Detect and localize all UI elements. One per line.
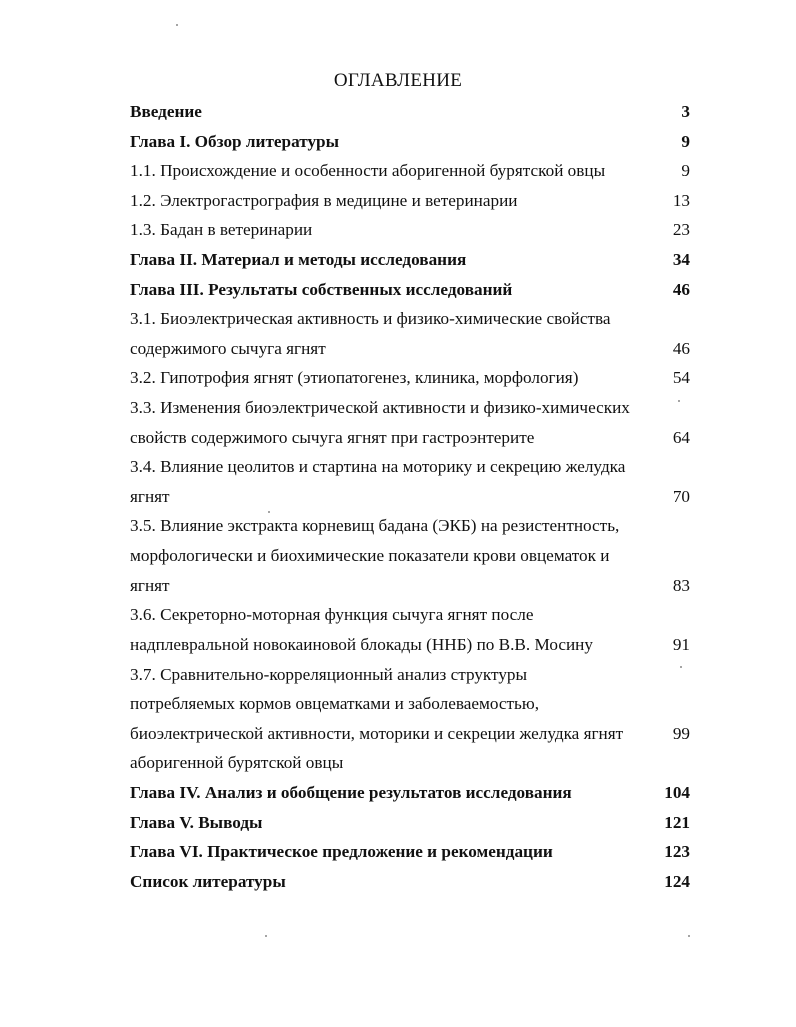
toc-entry-page: 9 — [681, 132, 690, 151]
toc-entry-page: 91 — [672, 635, 690, 654]
toc-entry-label: аборигенной бурятской овцы — [130, 753, 344, 772]
toc-entry — [130, 572, 710, 600]
toc-entry-page: 83 — [672, 576, 690, 595]
toc-entry-label: свойств содержимого сычуга ягнят при гастроэнтерите — [130, 428, 535, 447]
toc-entry-label: потребляемых кормов овцематками и заболеваемостью, — [130, 694, 540, 713]
toc-entry-label: 3.2. Гипотрофия ягнят (этиопатогенез, клиника, морфология) — [130, 368, 579, 387]
toc-entry-label: 1.2. Электрогастрография в медицине и ветеринарии — [130, 191, 518, 210]
toc-entry-label: ягнят — [130, 576, 170, 595]
toc-entry-page: 121 — [664, 813, 690, 832]
toc-entry-label: морфологически и биохимические показатели крови овцематок и — [130, 546, 610, 565]
toc-entry-label: 3.6. Секреторно-моторная функция сычуга ягнят после — [130, 605, 534, 624]
toc-entry-label: Глава III. Результаты собственных исследований — [130, 280, 513, 299]
toc-entry — [130, 838, 710, 866]
toc-entry — [130, 631, 710, 659]
toc-entry — [130, 512, 710, 540]
toc-entry-label: 3.7. Сравнительно-корреляционный анализ структуры — [130, 665, 528, 684]
toc-entry-page: 13 — [672, 191, 690, 210]
toc-entry-label: 3.5. Влияние экстракта корневищ бадана (ЭКБ) на резистентность, — [130, 516, 620, 535]
toc-entry — [130, 276, 710, 304]
toc-entry — [130, 424, 710, 452]
toc-entry — [130, 453, 710, 481]
toc-entry-page: 23 — [672, 220, 690, 239]
toc-entry-label: надплевральной новокаиновой блокады (ННБ) по В.В. Мосину — [130, 635, 593, 654]
scan-speck — [265, 935, 267, 937]
toc-entry — [130, 187, 710, 215]
toc-entry — [130, 98, 710, 126]
toc-entry — [130, 335, 710, 363]
toc-entry-label: 1.3. Бадан в ветеринарии — [130, 220, 313, 239]
toc-entry — [130, 128, 710, 156]
toc-entry-label: Введение — [130, 102, 202, 121]
toc-entry-label: Глава V. Выводы — [130, 813, 263, 832]
toc-entry — [130, 720, 710, 748]
toc-entry-page: 124 — [664, 872, 690, 891]
toc-entry-label: ягнят — [130, 487, 170, 506]
toc-entry — [130, 868, 710, 896]
toc-entry-page: 46 — [672, 339, 690, 358]
toc-entry-label: Глава II. Материал и методы исследования — [130, 250, 467, 269]
scan-speck — [176, 24, 178, 26]
toc-entry — [130, 779, 710, 807]
toc-entry-label: Глава I. Обзор литературы — [130, 132, 340, 151]
toc-entry-label: 3.1. Биоэлектрическая активность и физико-химические свойства — [130, 309, 611, 328]
toc-entry-label: Глава VI. Практическое предложение и рекомендации — [130, 842, 553, 861]
toc-entry-label: 1.1. Происхождение и особенности аборигенной бурятской овцы — [130, 161, 606, 180]
toc-entry — [130, 601, 710, 629]
toc-entry-page: 34 — [672, 250, 690, 269]
toc-entry-label: содержимого сычуга ягнят — [130, 339, 326, 358]
toc-entry-label: Список литературы — [130, 872, 286, 891]
toc-entry-page: 54 — [672, 368, 690, 387]
toc-entry — [130, 394, 710, 422]
toc-entry — [130, 216, 710, 244]
toc-entry-label: Глава IV. Анализ и обобщение результатов исследования — [130, 783, 572, 802]
toc-entry — [130, 305, 710, 333]
scan-speck — [680, 666, 682, 668]
toc-entry — [130, 749, 710, 777]
toc-entry-page: 123 — [664, 842, 690, 861]
toc-entry-page: 104 — [664, 783, 690, 802]
toc-entry-page: 64 — [672, 428, 690, 447]
toc-entry-page: 99 — [672, 724, 690, 743]
toc-entry — [130, 246, 710, 274]
toc-entry — [130, 483, 710, 511]
page-title: ОГЛАВЛЕНИЕ — [333, 70, 463, 91]
scan-speck — [678, 400, 680, 402]
toc-entry-page: 9 — [681, 161, 690, 180]
toc-entry-label: 3.4. Влияние цеолитов и стартина на моторику и секрецию желудка — [130, 457, 626, 476]
toc-entry — [130, 157, 710, 185]
toc-entry-page: 70 — [672, 487, 690, 506]
toc-entry-page: 3 — [681, 102, 690, 121]
toc-entry — [130, 809, 710, 837]
toc-entry — [130, 542, 710, 570]
toc-entry-label: 3.3. Изменения биоэлектрической активности и физико-химических — [130, 398, 630, 417]
toc-entry — [130, 364, 710, 392]
toc-entry-page: 46 — [672, 280, 690, 299]
scan-speck — [688, 935, 690, 937]
toc-entry-label: биоэлектрической активности, моторики и секреции желудка ягнят — [130, 724, 624, 743]
toc-entry — [130, 690, 710, 718]
toc-entry — [130, 661, 710, 689]
scan-speck — [268, 511, 270, 513]
